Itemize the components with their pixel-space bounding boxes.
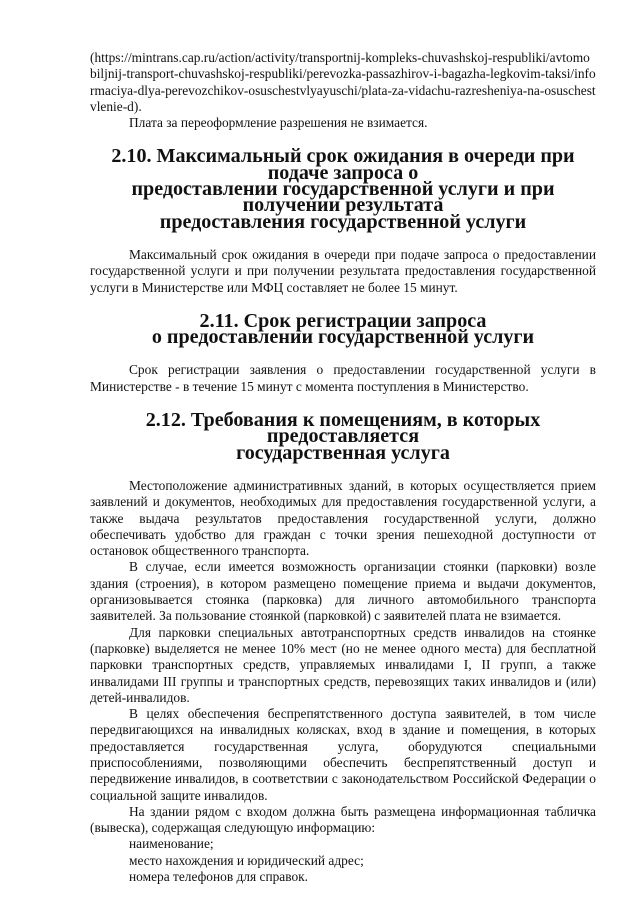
list-item: место нахождения и юридический адрес; — [129, 852, 364, 868]
section-2-12-heading — [90, 409, 596, 464]
heading-line: 2.12. Требования к помещениям, в которых предоставляется — [145, 409, 541, 448]
heading-line: о предоставлении государственной услуги — [151, 326, 535, 349]
section-2-12-paragraph: Местоположение административных зданий, в которых осуществляется прием заявлений и документов, необходимых для предоставления государственной услуги, а также выдача результатов предоставления государственной услуги, должно обеспечивать удобство для граждан с точки зрения пешеходной доступности от остановок общественного транспорта. — [90, 477, 596, 559]
list-item: номера телефонов для справок. — [129, 869, 309, 885]
list-item: наименование; — [129, 836, 214, 852]
section-2-12-paragraph: В целях обеспечения беспрепятственного доступа заявителей, в том числе передвигающихся на инвалидных колясках, вход в здание и помещения, в которых предоставляется государственная услуга, оборудуются специальными приспособлениями, позволяющими обеспечить беспрепятственный доступ и передвижение инвалидов, в соответствии с законодательством Российской Федерации о социальной защите инвалидов. — [90, 706, 596, 803]
section-2-10-heading — [90, 145, 596, 233]
heading-line: государственная услуга — [236, 441, 450, 464]
section-2-10-text: Максимальный срок ожидания в очереди при подаче запроса о предоставлении государственной услуги и при получении результата предоставления государственной услуги в Министерстве или МФЦ составляет не более 15 минут. — [90, 246, 596, 295]
section-2-12-paragraph: Для парковки специальных автотранспортных средств инвалидов на стоянке (парковке) выделяется не менее 10% мест (но не менее одного места) для бесплатной парковки транспортных средств, управляемых инвалидами I, II групп, а также инвалидами III группы и транспортных средств, перевозящих таких инвалидов и (или) детей-инвалидов. — [90, 624, 596, 705]
section-2-12-paragraph: На здании рядом с входом должна быть размещена информационная табличка (вывеска), содержащая следующую информацию: — [90, 803, 596, 836]
section-2-11-heading — [90, 309, 596, 349]
heading-line: предоставления государственной услуги — [159, 210, 527, 233]
source-url: (https://mintrans.cap.ru/action/activity/transportnij-kompleks-chuvashskoj-respubliki/avtomobiljnij-transport-chuvashskoj-respubliki/perevozka-passazhirov-i-bagazha-legkovim-taksi/informaciya-dlya-perevozchikov-osuschestvlyayuschi/plata-za-vidachu-razresheniya-na-osuschestvlenie-d). — [90, 50, 596, 114]
section-2-11-text: Срок регистрации заявления о предоставлении государственной услуги в Министерстве - в течение 15 минут с момента поступления в Министерство. — [90, 362, 596, 394]
heading-line: 2.11. Срок регистрации запроса — [199, 309, 487, 332]
reissue-fee-note: Плата за переоформление разрешения не взимается. — [129, 115, 428, 131]
heading-line: предоставлении государственной услуги и при получении результата — [131, 178, 555, 217]
document-page — [90, 50, 596, 885]
section-2-12-paragraph: В случае, если имеется возможность организации стоянки (парковки) возле здания (строения), в котором размещено помещение приема и выдачи документов, организовывается стоянка (парковка) для личного автомобильного транспорта заявителей. За пользование стоянкой (парковкой) с заявителей плата не взимается. — [90, 559, 596, 624]
heading-line: 2.10. Максимальный срок ожидания в очереди при подаче запроса о — [111, 145, 575, 184]
